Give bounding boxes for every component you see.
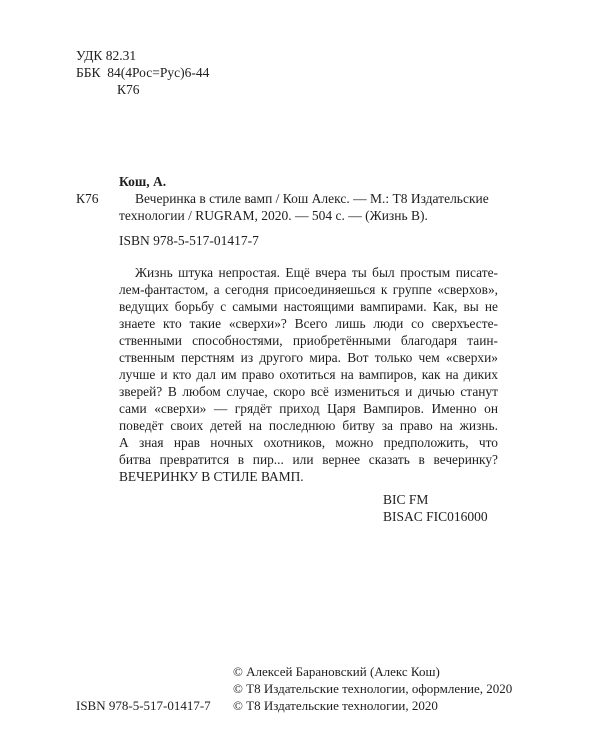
annotation-line: ВЕЧЕРИНКУ В СТИЛЕ ВАМП.	[119, 469, 304, 484]
copyright-publisher: © Т8 Издательские технологии, 2020	[233, 698, 438, 713]
annotation-line: лем-фантастом, а сегодня присоединяешься к группе «сверхов»,	[119, 282, 498, 297]
footer-isbn: ISBN 978-5-517-01417-7	[76, 698, 211, 713]
annotation-line: знаете кто такие «сверхи»? Всего лишь люди со сверхъесте-	[119, 316, 498, 331]
bisac-code: BISAC FIC016000	[383, 509, 488, 524]
annotation-line: ведущих борьбу с самыми настоящими вампирами. Как, вы не	[119, 299, 498, 314]
annotation-line: битва превратится в пир... или вернее сказать в вечеринку?	[119, 452, 498, 467]
annotation-line: сами «сверхи» — грядёт приход Царя Вампиров. Именно он	[119, 401, 498, 416]
isbn-record: ISBN 978-5-517-01417-7	[119, 233, 259, 248]
author-mark: К76	[117, 82, 140, 97]
annotation-line: Жизнь штука непростая. Ещё вчера ты был простым писате-	[135, 265, 498, 280]
bbk-code: ББК 84(4Рос=Рус)6-44	[76, 65, 210, 80]
copyright-author: © Алексей Барановский (Алекс Кош)	[233, 664, 440, 679]
annotation-line: поведёт своих детей на последнюю битву за право на жизнь.	[119, 418, 498, 433]
annotation-line: лучше и кто дал им право охотиться на вампиров, как на диких	[119, 367, 498, 382]
author-heading: Кош, А.	[119, 174, 167, 189]
annotation-line: зверей? В любом случае, скоро всё измениться и дичью станут	[119, 384, 498, 399]
udk-code: УДК 82.31	[76, 48, 137, 63]
annotation-line: А зная нрав ночных охотников, можно предположить, что	[119, 435, 498, 450]
annotation-line: ственным перстням из другого мира. Вот только чем «сверхи»	[119, 350, 498, 365]
bic-code: BIC FM	[383, 492, 429, 507]
copyright-design: © Т8 Издательские технологии, оформление, 2020	[233, 681, 513, 696]
bib-description-line-2: технологии / RUGRAM, 2020. — 504 с. — (Жизнь В).	[119, 208, 428, 223]
annotation-line: ственными способностями, приобретёнными благодаря таин-	[119, 333, 498, 348]
annotation-paragraph	[119, 264, 498, 485]
side-author-mark: К76	[76, 191, 99, 206]
bib-description-line-1: Вечеринка в стиле вамп / Кош Алекс. — М.: Т8 Издательские	[135, 191, 489, 206]
